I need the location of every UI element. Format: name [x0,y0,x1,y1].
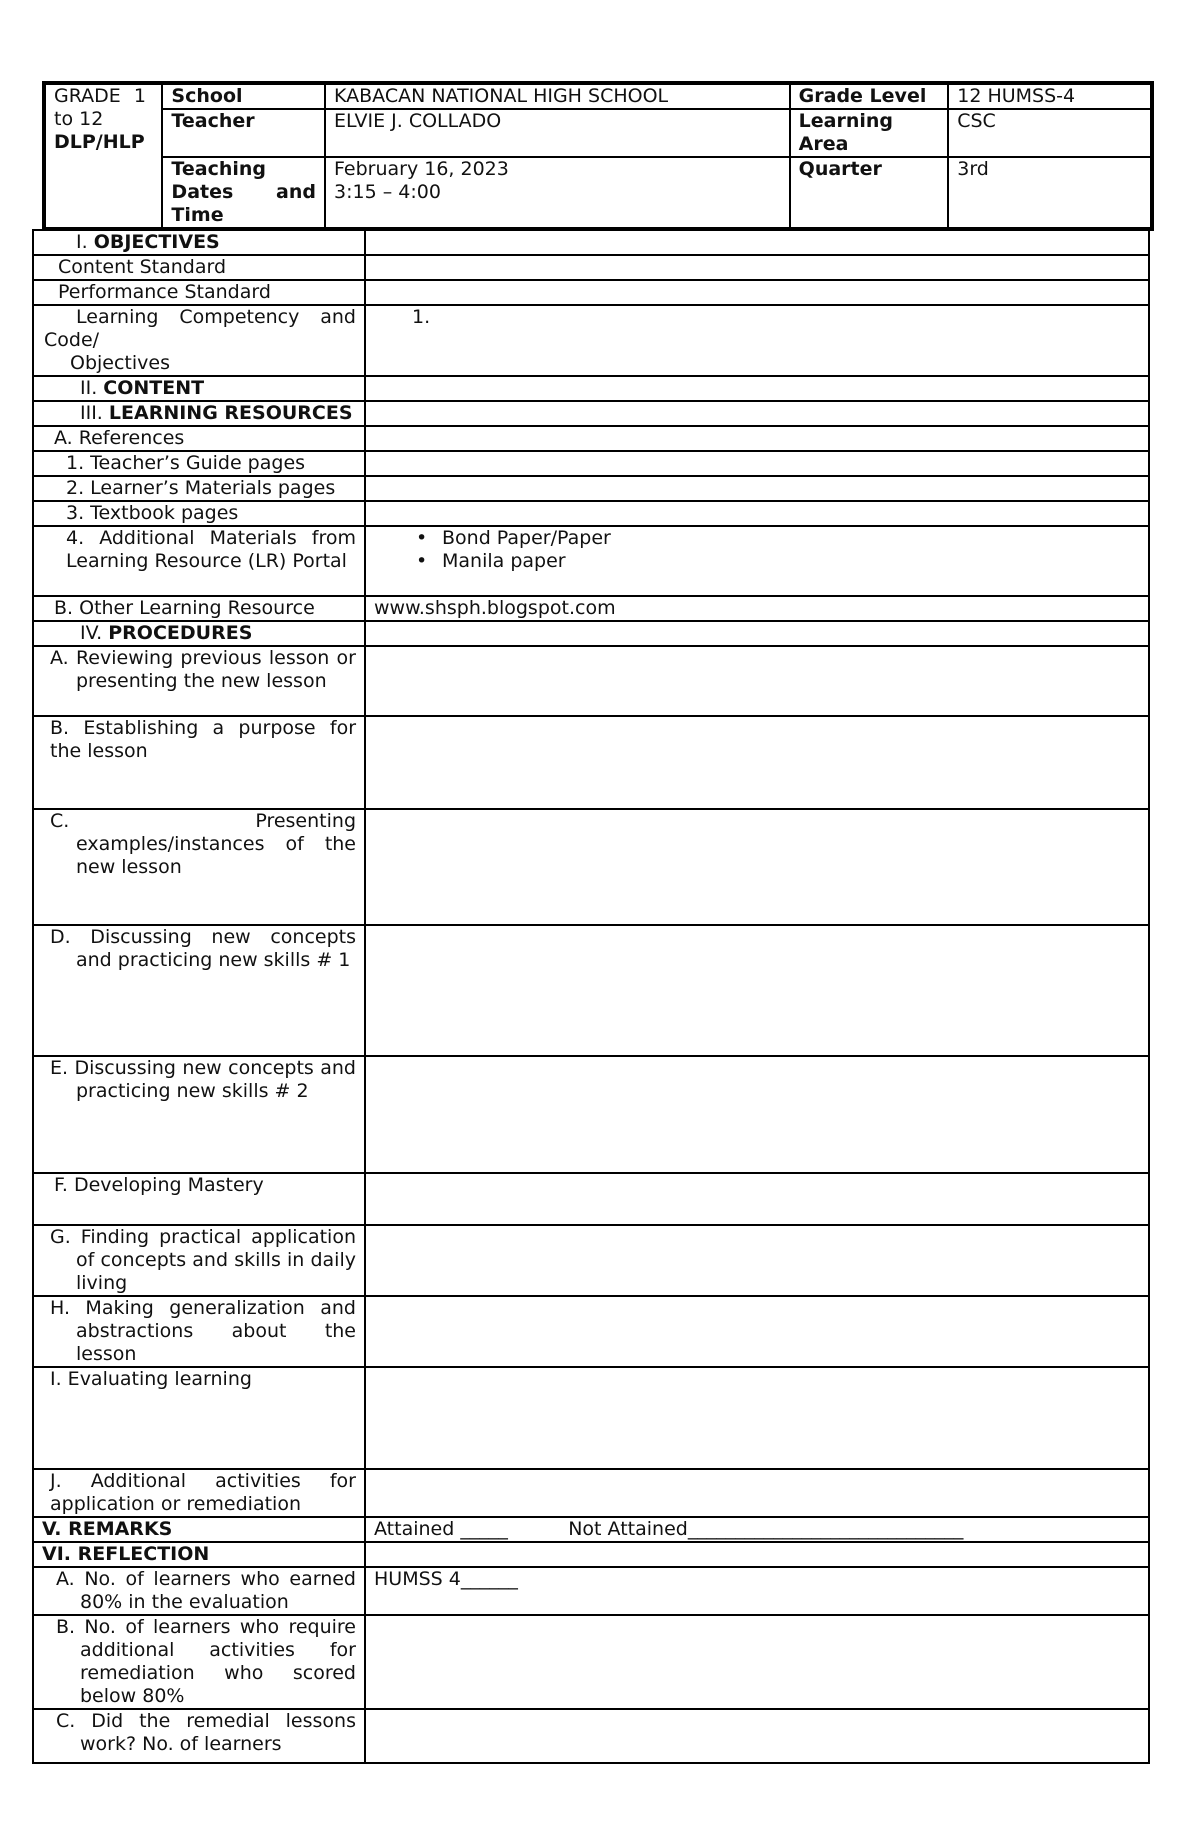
learning-competency-objectives: Objectives [70,352,170,374]
learning-area-value: CSC [948,109,1152,157]
reflection-label: VI. REFLECTION [33,1542,365,1567]
learning-competency-row [33,305,1149,376]
remarks-row [33,1517,1149,1542]
resources-num: III. [80,402,103,424]
objectives-heading [33,230,365,255]
references-label: A. References [33,426,365,451]
content-standard-label: Content Standard [33,255,365,280]
materials-list [404,527,1140,573]
content-heading [33,376,365,401]
procedure-row [33,1296,1149,1367]
references-row [33,426,1149,451]
procedure-g: G. Finding practical application of concepts and skills in daily living [33,1225,365,1296]
procedure-i: I. Evaluating learning [33,1367,365,1469]
grade-range: GRADE 1 to 12 [54,85,146,130]
date-value: February 16, 2023 [334,158,509,180]
reflection-b: B. No. of learners who require additional activities for remediation who scored below 80% [33,1615,365,1709]
school-label-cell [162,83,325,109]
procedure-row [33,716,1149,809]
learning-competency-cell [33,305,365,376]
grade-level-label: Grade Level [798,85,927,107]
teachers-guide-row [33,451,1149,476]
resources-title: LEARNING RESOURCES [108,402,353,424]
teacher-label: Teacher [171,110,255,132]
school-label: School [171,85,243,107]
learners-materials-label: 2. Learner’s Materials pages [33,476,365,501]
learning-competency-label: Learning Competency and Code/ [44,306,356,351]
textbook-label: 3. Textbook pages [33,501,365,526]
procedure-d: D. Discussing new concepts and practicing new skills # 1 [33,925,365,1056]
resources-row [33,401,1149,426]
quarter-value: 3rd [948,157,1152,229]
procedure-f: F. Developing Mastery [33,1173,365,1225]
content-row [33,376,1149,401]
procedure-row [33,1173,1149,1225]
reflection-a: A. No. of learners who earned 80% in the evaluation [33,1567,365,1615]
grade-cell [44,83,162,229]
procedure-row [33,1367,1149,1469]
content-num: II. [80,377,98,399]
procedures-num: IV. [80,622,103,644]
procedure-row [33,1056,1149,1173]
reflection-a-value: HUMSS 4______ [365,1567,1149,1615]
procedure-j: J. Additional activities for application or remediation [33,1469,365,1517]
procedure-c: C. Presenting examples/instances of the new lesson [33,809,365,925]
reflection-c: C. Did the remedial lessons work? No. of learners [33,1709,365,1763]
procedures-heading [33,621,365,646]
other-resource-value: www.shsph.blogspot.com [365,596,1149,621]
learners-materials-row [33,476,1149,501]
procedure-row [33,646,1149,716]
procedure-row [33,925,1149,1056]
reflection-b-row [33,1615,1149,1709]
dates-label-cell [162,157,325,229]
additional-materials-label: 4. Additional Materials from Learning Resource (LR) Portal [33,526,365,596]
competency-item: 1. [365,305,1149,376]
grade-level-label-cell [790,83,949,109]
performance-standard-row [33,280,1149,305]
learning-area-label: Learning Area [798,110,894,155]
school-value: KABACAN NATIONAL HIGH SCHOOL [325,83,790,109]
resources-heading [33,401,365,426]
additional-materials-row [33,526,1149,596]
procedure-row [33,1469,1149,1517]
procedure-e: E. Discussing new concepts and practicing new skills # 2 [33,1056,365,1173]
procedures-title: PROCEDURES [108,622,253,644]
content-title: CONTENT [103,377,205,399]
dates-label: Teaching Dates and Time [171,158,316,226]
content-standard-row [33,255,1149,280]
performance-standard-label: Performance Standard [33,280,365,305]
plan-type: DLP/HLP [54,131,145,153]
reflection-a-row [33,1567,1149,1615]
quarter-label: Quarter [798,158,882,180]
objectives-num: I. [76,231,88,253]
procedure-h: H. Making generalization and abstractions about the lesson [33,1296,365,1367]
teacher-value: ELVIE J. COLLADO [325,109,790,157]
remarks-value: Attained _____ Not Attained_____________________________ [365,1517,1149,1542]
dlp-main-table [32,229,1150,1764]
procedure-row [33,809,1149,925]
time-value: 3:15 – 4:00 [334,181,441,203]
learning-area-label-cell [790,109,949,157]
other-resource-row [33,596,1149,621]
objectives-row [33,230,1149,255]
reflection-c-row [33,1709,1149,1763]
materials-list-cell [365,526,1149,596]
material-item: • Manila paper [442,550,1140,573]
teachers-guide-label: 1. Teacher’s Guide pages [33,451,365,476]
quarter-label-cell [790,157,949,229]
other-resource-label: B. Other Learning Resource [33,596,365,621]
procedure-b: B. Establishing a purpose for the lesson [33,716,365,809]
material-item: • Bond Paper/Paper [442,527,1140,550]
objectives-title: OBJECTIVES [93,231,220,253]
reflection-row [33,1542,1149,1567]
remarks-label: V. REMARKS [33,1517,365,1542]
dates-value-cell [325,157,790,229]
procedure-a: A. Reviewing previous lesson or presenting the new lesson [33,646,365,716]
procedure-row [33,1225,1149,1296]
grade-level-value: 12 HUMSS-4 [948,83,1152,109]
procedures-row [33,621,1149,646]
teacher-label-cell [162,109,325,157]
textbook-row [33,501,1149,526]
header-table [42,81,1154,231]
